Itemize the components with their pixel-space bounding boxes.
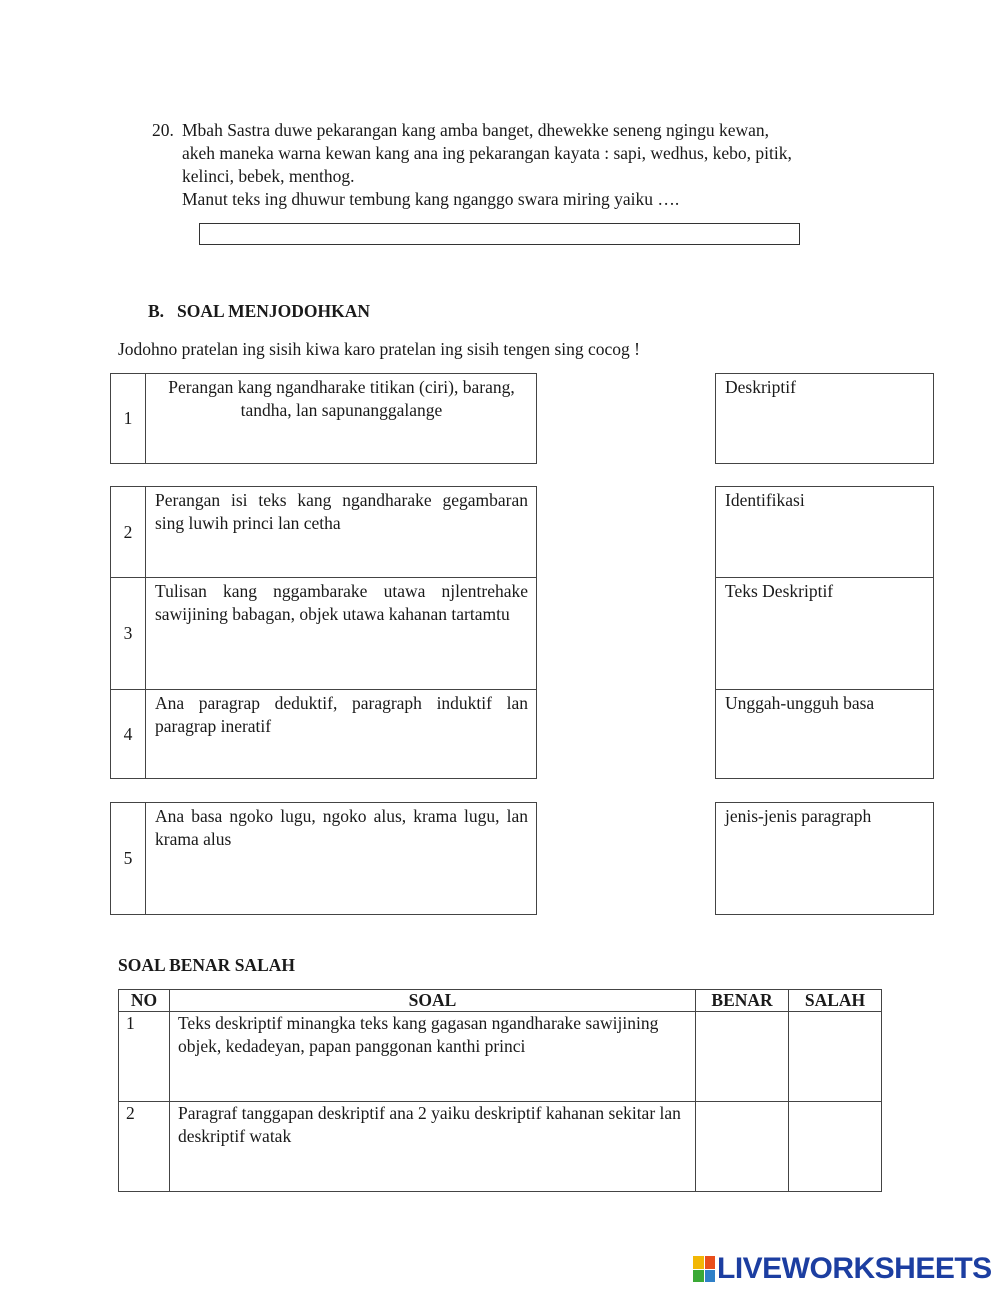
row-soal: Paragraf tanggapan deskriptif ana 2 yaiku deskriptif kahanan sekitar lan deskriptif watak [169,1102,695,1192]
matching-right-item[interactable]: Unggah-ungguh basa [716,689,933,778]
benar-cell[interactable] [696,1012,789,1102]
matching-right-item[interactable]: Identifikasi [725,490,805,510]
section-b-title: SOAL MENJODOHKAN [177,301,371,321]
matching-left-item[interactable] [111,487,536,577]
matching-left-text: Ana paragrap deduktif, paragraph induktif lan paragrap ineratif [155,693,528,736]
section-b-instruction: Jodohno pratelan ing sisih kiwa karo pratelan ing sisih tengen sing cocog ! [118,339,640,359]
matching-left-group-1 [110,373,537,464]
salah-cell[interactable] [789,1102,882,1192]
header-benar: BENAR [696,990,789,1012]
matching-right-group-1 [715,373,934,464]
matching-right-item[interactable]: jenis-jenis paragraph [725,806,872,826]
table-row [119,1102,882,1192]
matching-left-number: 1 [111,374,146,463]
salah-cell[interactable] [789,1012,882,1102]
question-20-prompt: Manut teks ing dhuwur tembung kang nganggo swara miring yaiku …. [182,189,680,209]
matching-right-item[interactable]: Deskriptif [725,377,796,397]
liveworksheets-logo-text: LIVEWORKSHEETS [717,1252,992,1285]
row-number: 1 [119,1012,170,1102]
matching-left-text: Ana basa ngoko lugu, ngoko alus, krama lugu, lan krama alus [155,806,528,849]
section-b-label: B. [148,301,165,321]
question-20-text [182,119,882,211]
matching-left-item[interactable] [111,803,536,914]
question-20-answer-input[interactable] [199,223,800,245]
liveworksheets-logo-icon [693,1256,715,1282]
benar-salah-title: SOAL BENAR SALAH [118,955,295,975]
benar-cell[interactable] [696,1102,789,1192]
matching-left-item[interactable] [111,577,536,689]
question-20-number: 20. [152,120,174,140]
header-soal: SOAL [169,990,695,1012]
question-20-line: Mbah Sastra duwe pekarangan kang amba banget, dhewekke seneng ngingu kewan, [182,120,770,140]
matching-left-text: Perangan kang ngandharake titikan (ciri), barang, tandha, lan sapunanggalange [168,377,515,420]
matching-right-group-2 [715,486,934,779]
matching-left-number: 4 [111,690,146,778]
liveworksheets-logo [693,1254,992,1284]
matching-left-text: Perangan isi teks kang ngandharake gegambaran sing luwih princi lan cetha [155,490,528,533]
matching-left-number: 3 [111,578,146,689]
row-number: 2 [119,1102,170,1192]
question-20-line: kelinci, bebek, menthog. [182,166,355,186]
row-soal: Teks deskriptif minangka teks kang gagasan ngandharake sawijining objek, kedadeyan, papan panggonan kanthi princi [169,1012,695,1102]
table-header-row [119,990,882,1012]
matching-left-item[interactable] [111,374,536,463]
benar-salah-table [118,989,882,1192]
table-row [119,1012,882,1102]
question-20-line: akeh maneka warna kewan kang ana ing pekarangan kayata : sapi, wedhus, kebo, pitik, [182,143,792,163]
matching-left-text: Tulisan kang nggambarake utawa njlentrehake sawijining babagan, objek utawa kahanan tartamtu [155,581,528,624]
header-salah: SALAH [789,990,882,1012]
matching-left-number: 5 [111,803,146,914]
matching-left-item[interactable] [111,689,536,778]
matching-right-group-3 [715,802,934,915]
matching-left-group-2 [110,486,537,779]
matching-right-item[interactable]: Teks Deskriptif [716,577,933,689]
matching-left-group-3 [110,802,537,915]
matching-left-number: 2 [111,487,146,577]
header-no: NO [119,990,170,1012]
